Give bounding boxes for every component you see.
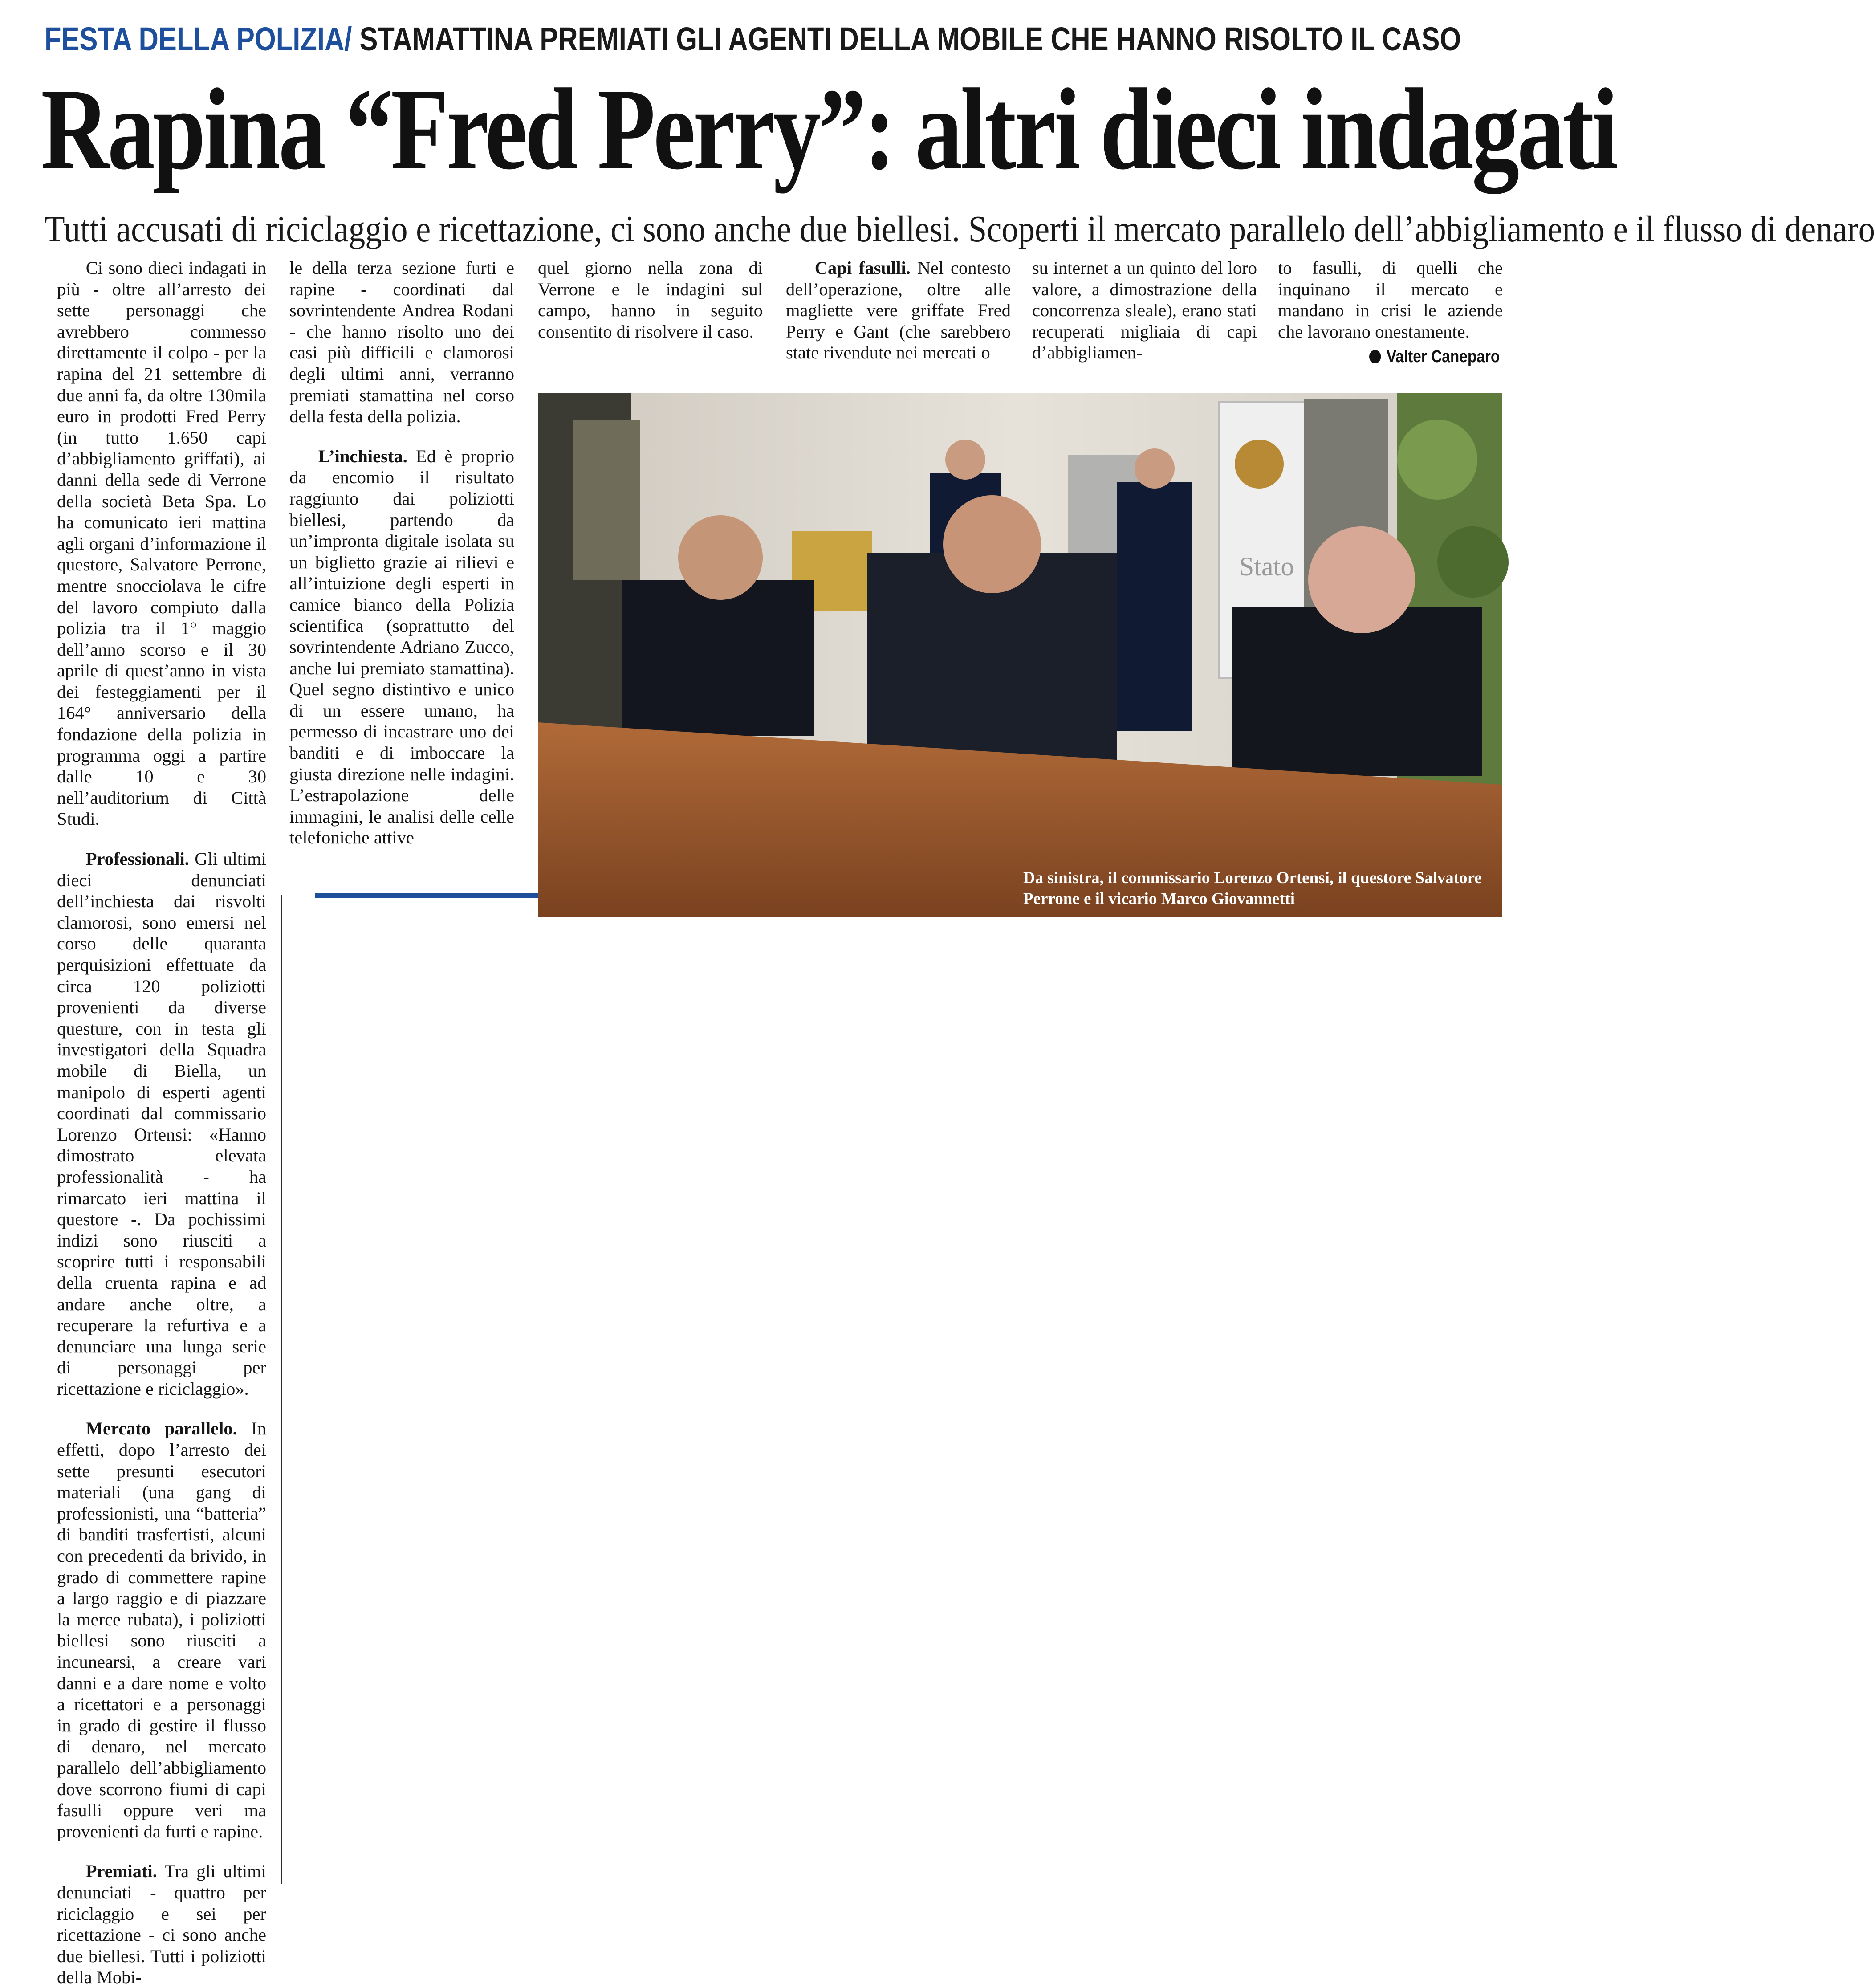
headline: Rapina “Fred Perry”: altri dieci indagati — [41, 65, 1616, 194]
paragraph-body: Gli ultimi dieci denunciati dell’inchiesta dai risvolti clamorosi, sono emersi nel corso delle quaranta perquisizioni effettuate da circa 120 poliziotti provenienti da diverse questure, con in testa gli investigatori della Squadra mobile di Biella, un manipolo di esperti agenti coordinati dal commissario Lorenzo Ortensi: «Hanno dimostrato elevata professionalità - ha rimarcato ieri mattina il questore -. Da pochissimi indizi sono riusciti a scoprire tutti i responsabili della cruenta rapina e ad andare anche oltre, a recuperare la refurtiva e a denunciare una lunga serie di personaggi per ricettazione e riciclaggio». — [57, 849, 266, 1399]
article-column-5 — [1032, 257, 1257, 363]
paragraph: quel giorno nella zona di Verrone e le indagini sul campo, hanno in seguito consentito di risolvere il caso. — [538, 258, 763, 342]
paragraph-lead: Mercato parallelo. — [85, 1418, 237, 1439]
paragraph — [786, 257, 1011, 363]
paragraph: to fasulli, di quelli che inquinano il mercato e mandano in crisi le aziende che lavorano onestamente. — [1278, 258, 1503, 342]
subhead: Tutti accusati di riciclaggio e ricettazione, ci sono anche due biellesi. Scoperti il mercato parallelo dell’abbigliamento e il flusso di denaro — [45, 208, 1875, 250]
paragraph-lead: Premiati. — [85, 1861, 157, 1882]
paragraph: su internet a un quinto del loro valore, a dimostrazione della concorrenza sleale), erano stati recuperati migliaia di capi d’abbigliamen- — [1032, 258, 1257, 363]
article-column-2 — [289, 257, 514, 848]
officer-right — [1117, 482, 1192, 731]
column-divider — [281, 895, 282, 1884]
man-left — [622, 580, 814, 736]
press-photo — [538, 393, 1502, 917]
kicker-section: FESTA DELLA POLIZIA/ — [45, 20, 352, 57]
paragraph: le della terza sezione furti e rapine - coordinati dal sovrintendente Andrea Rodani - che hanno risolto uno dei casi più difficili e clamorosi degli ultimi anni, verranno premiati stamattina nel corso della festa della polizia. — [289, 258, 514, 427]
byline-author: Valter Caneparo — [1386, 347, 1500, 366]
article-column-4 — [786, 257, 1011, 363]
article-column-3 — [538, 257, 763, 342]
paragraph-body: Tra gli ultimi denunciati - quattro per riciclaggio e sei per ricettazione - ci sono anche due biellesi. Tutti i poliziotti della Mobi- — [57, 1861, 266, 1988]
accent-rule — [315, 893, 540, 898]
emblem-icon — [1235, 440, 1284, 489]
article-column-1 — [57, 257, 266, 1988]
paragraph-body: Nel contesto dell’operazione, oltre alle magliette vere griffate Fred Perry e Gant (che sarebbero state rivendute nei mercati o — [786, 258, 1011, 363]
paragraph-lead: Professionali. — [85, 849, 189, 869]
paragraph — [57, 1418, 266, 1842]
paragraph: Ci sono dieci indagati in più - oltre all’arresto dei sette personaggi che avrebbero commesso direttamente il colpo - per la rapina del 21 settembre di due anni fa, da oltre 130mila euro in prodotti Fred Perry (in tutto 1.650 capi d’abbigliamento griffati), ai danni della sede di Verrone della società Beta Spa. Lo ha comunicato ieri mattina agli organi d’informazione il questore, Salvatore Perrone, mentre snocciolava le cifre del lavoro compiuto dalla polizia tra il 1° maggio dell’anno scorso e il 30 aprile di quest’anno in vista dei festeggiamenti per il 164° anniversario della fondazione della polizia in programma oggi a partire dalle 10 e 30 nell’auditorium di Città Studi. — [57, 258, 266, 829]
bullet-icon — [1369, 350, 1381, 363]
photo-illustration — [538, 393, 1502, 917]
photo-caption: Da sinistra, il commissario Lorenzo Ortensi, il questore Salvatore Perrone e il vicario Marco Giovannetti — [1023, 869, 1482, 908]
kicker-text: STAMATTINA PREMIATI GLI AGENTI DELLA MOBILE CHE HANNO RISOLTO IL CASO — [352, 20, 1461, 57]
paragraph — [289, 446, 514, 848]
paragraph-lead: L’inchiesta. — [318, 446, 407, 466]
banner-text: Stato — [1239, 552, 1294, 581]
paragraph-body: In effetti, dopo l’arresto dei sette presunti esecutori materiali (una gang di professionisti, una “batteria” di banditi trasfertisti, alcuni con precedenti da brivido, in grado di commettere rapine a largo raggio e di piazzare la merce rubata), i poliziotti biellesi sono riusciti a incunearsi, a creare vari danni e a dare nome e volto a ricettatori e a personaggi in grado di gestire il flusso di denaro, nel mercato parallelo dell’abbigliamento dove scorrono fiumi di capi fasulli oppure veri ma provenienti da furti e rapine. — [57, 1418, 266, 1841]
paragraph-lead: Capi fasulli. — [814, 258, 911, 278]
door-panel — [573, 420, 640, 580]
kicker — [45, 17, 1461, 61]
paragraph-body: Ed è proprio da encomio il risultato raggiunto dai poliziotti biellesi, partendo da un’impronta digitale isolata su un biglietto grazie ai rilievi e all’intuizione degli esperti in camice bianco della Polizia scientifica (soprattutto del sovrintendente Adriano Zucco, anche lui premiato stamattina). Quel segno distintivo e unico di un essere umano, ha permesso di incastrare uno dei banditi e di imboccare la giusta direzione nelle indagini. L’estrapolazione delle immagini, le analisi delle celle telefoniche attive — [289, 446, 514, 848]
paragraph — [57, 1861, 266, 1988]
article-column-6 — [1278, 257, 1503, 342]
paragraph — [57, 848, 266, 1399]
byline — [1369, 346, 1500, 367]
